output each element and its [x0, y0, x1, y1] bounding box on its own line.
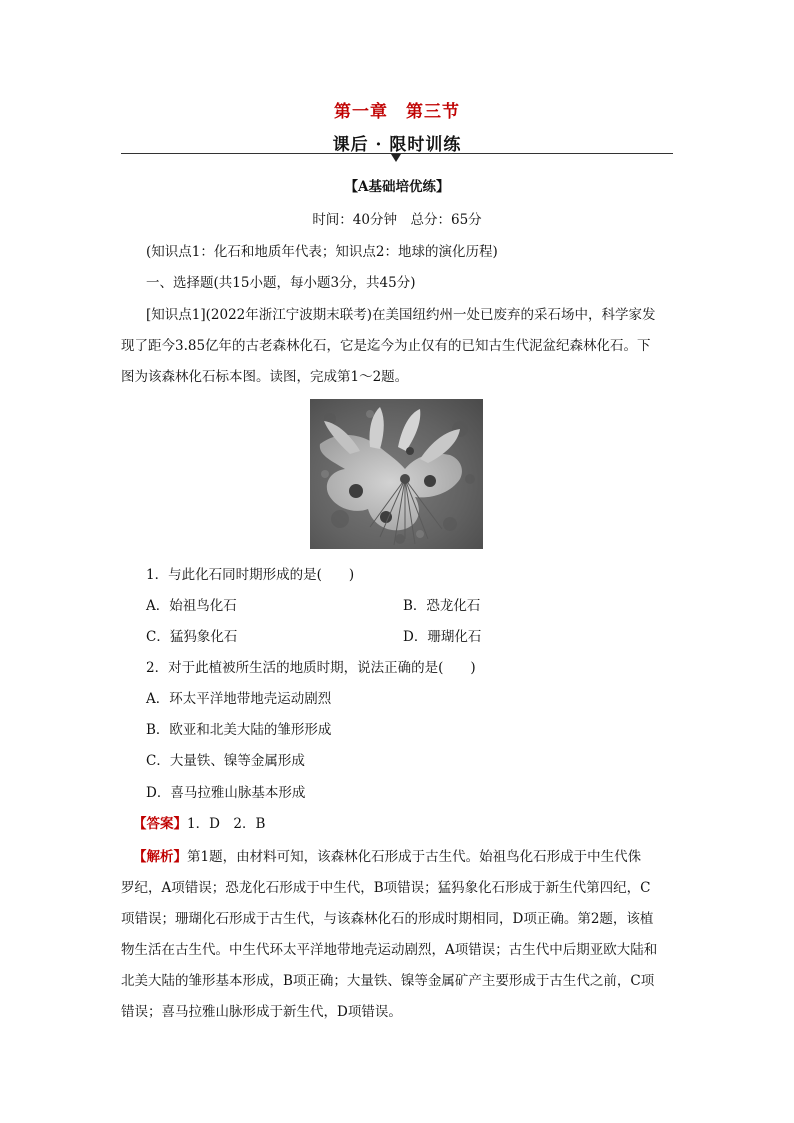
- analysis-line: [133, 847, 641, 867]
- time-info: 时间：40分钟 总分：65分: [312, 212, 482, 228]
- question-2-option-c[interactable]: C．大量铁、镍等金属形成: [146, 753, 305, 769]
- analysis-line: 错误；喜马拉雅山脉形成于新生代，D项错误。: [121, 1004, 402, 1020]
- analysis-text: 第1题，由材料可知，该森林化石形成于古生代。始祖鸟化石形成于中生代侏: [187, 849, 642, 865]
- analysis-label: 【解析】: [133, 849, 187, 865]
- analysis-line: 罗纪，A项错误；恐龙化石形成于中生代，B项错误；猛犸象化石形成于新生代第四纪，C: [121, 880, 651, 896]
- question-1-option-d[interactable]: D．珊瑚化石: [403, 629, 482, 645]
- part-heading: 一、选择题(共15小题，每小题3分，共45分): [146, 275, 416, 291]
- material-line: [知识点1](2022年浙江宁波期末联考)在美国纽约州一处已废弃的采石场中，科学家发: [146, 307, 656, 323]
- triangle-down-icon: [391, 154, 401, 162]
- material-line: 现了距今3.85亿年的古老森林化石，它是迄今为止仅有的已知古生代泥盆纪森林化石。下: [121, 338, 651, 354]
- question-2-option-d[interactable]: D．喜马拉雅山脉基本形成: [146, 785, 306, 801]
- section-a-title: 【A基础培优练】: [344, 179, 450, 195]
- question-2-option-a[interactable]: A．环太平洋地带地壳运动剧烈: [146, 691, 332, 707]
- fossil-photo: [310, 399, 483, 549]
- question-1-option-a[interactable]: A．始祖鸟化石: [146, 598, 237, 614]
- section-title: 课后 · 限时训练: [332, 135, 462, 155]
- material-line: 图为该森林化石标本图。读图，完成第1～2题。: [121, 369, 409, 385]
- question-1-stem: 1．与此化石同时期形成的是( ): [146, 567, 355, 583]
- knowledge-points: (知识点1：化石和地质年代表；知识点2：地球的演化历程): [146, 244, 498, 260]
- question-2-stem: 2．对于此植被所生活的地质时期，说法正确的是( ): [146, 660, 476, 676]
- question-2-option-b[interactable]: B．欧亚和北美大陆的雏形形成: [146, 722, 332, 738]
- question-1-option-c[interactable]: C．猛犸象化石: [146, 629, 238, 645]
- analysis-line: 物生活在古生代。中生代环太平洋地带地壳运动剧烈，A项错误；古生代中后期亚欧大陆和: [121, 942, 658, 958]
- analysis-line: 项错误；珊瑚化石形成于古生代，与该森林化石的形成时期相同，D项正确。第2题，该植: [121, 911, 654, 927]
- question-1-option-b[interactable]: B．恐龙化石: [403, 598, 481, 614]
- answer-text: 1．D 2．B: [187, 816, 266, 832]
- answer-line: [133, 814, 265, 834]
- chapter-title: 第一章 第三节: [334, 102, 460, 122]
- answer-label: 【答案】: [133, 816, 187, 832]
- analysis-line: 北美大陆的雏形基本形成，B项正确；大量铁、镍等金属矿产主要形成于古生代之前，C项: [121, 973, 655, 989]
